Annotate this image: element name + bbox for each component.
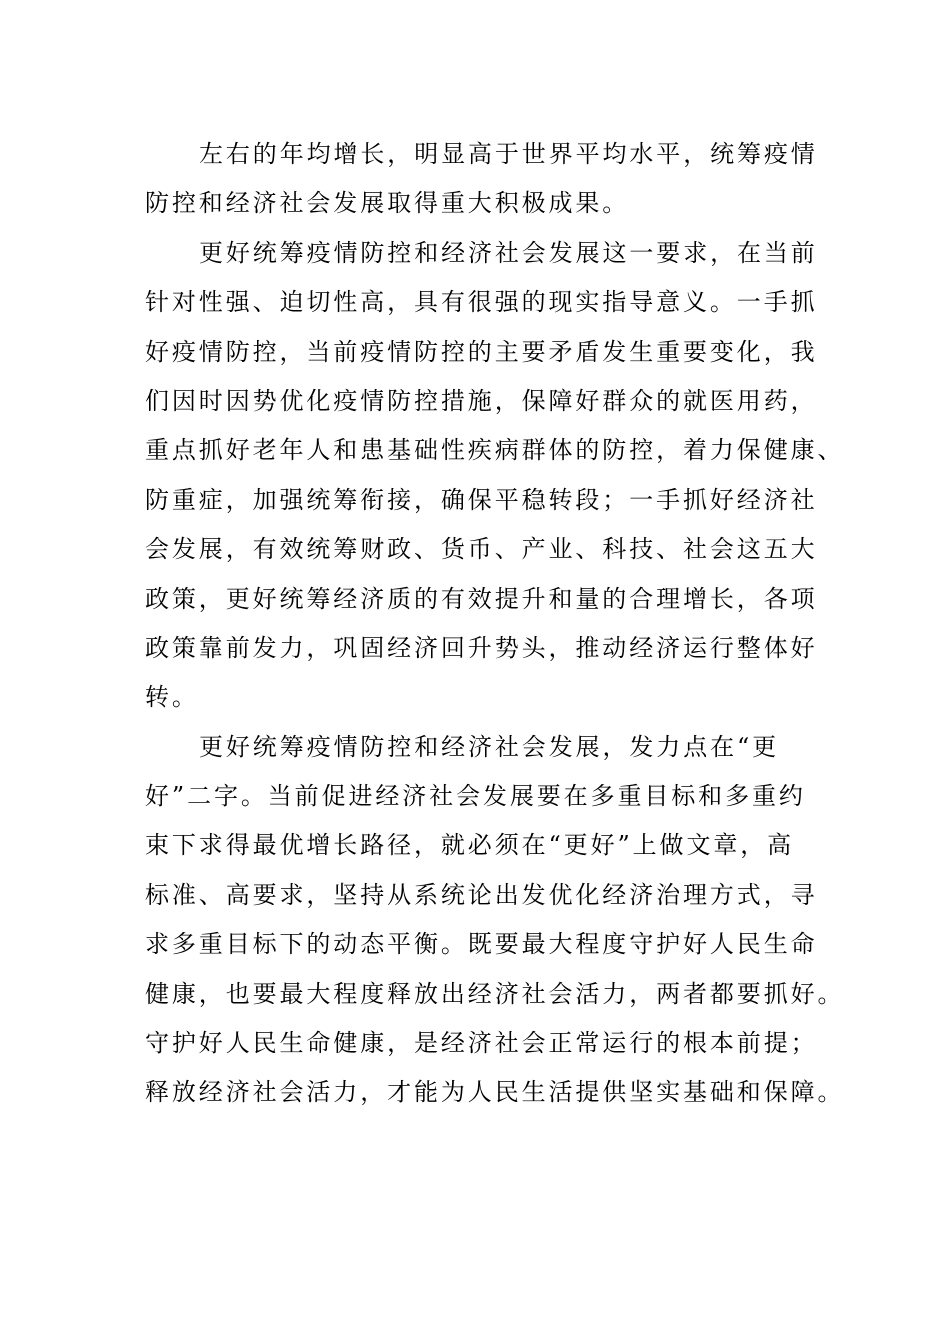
text-line-9: 会发展，有效统筹财政、货币、产业、科技、社会这五大 bbox=[145, 535, 818, 564]
document-body bbox=[145, 130, 845, 1118]
text-line-4: 针对性强、迫切性高，具有很强的现实指导意义。一手抓 bbox=[145, 288, 818, 317]
text-line-3: 更好统筹疫情防控和经济社会发展这一要求，在当前 bbox=[199, 238, 818, 267]
text-line-10: 政策，更好统筹经济质的有效提升和量的合理增长，各项 bbox=[145, 584, 818, 613]
text-line-16: 标准、高要求，坚持从系统论出发优化经济治理方式，寻 bbox=[145, 880, 818, 909]
text-line-5: 好疫情防控，当前疫情防控的主要矛盾发生重要变化，我 bbox=[145, 337, 818, 366]
text-line-7: 重点抓好老年人和患基础性疾病群体的防控，着力保健康、 bbox=[145, 436, 845, 465]
text-line-11: 政策靠前发力，巩固经济回升势头，推动经济运行整体好 bbox=[145, 633, 818, 662]
text-line-13: 更好统筹疫情防控和经济社会发展，发力点在“更 bbox=[199, 732, 780, 761]
text-line-14: 好”二字。当前促进经济社会发展要在多重目标和多重约 bbox=[145, 782, 806, 811]
text-line-18: 健康，也要最大程度释放出经济社会活力，两者都要抓好。 bbox=[145, 979, 845, 1008]
text-line-19: 守护好人民生命健康，是经济社会正常运行的根本前提； bbox=[145, 1029, 818, 1058]
text-line-8: 防重症，加强统筹衔接，确保平稳转段；一手抓好经济社 bbox=[145, 485, 818, 514]
text-line-1: 左右的年均增长，明显高于世界平均水平，统筹疫情 bbox=[199, 140, 818, 168]
text-line-15: 束下求得最优增长路径，就必须在“更好”上做文章，高 bbox=[145, 831, 795, 860]
text-line-17: 求多重目标下的动态平衡。既要最大程度守护好人民生命 bbox=[145, 930, 818, 959]
text-line-2: 防控和经济社会发展取得重大积极成果。 bbox=[145, 189, 630, 218]
text-line-6: 们因时因势优化疫情防控措施，保障好群众的就医用药， bbox=[145, 386, 818, 415]
text-line-20: 释放经济社会活力，才能为人民生活提供坚实基础和保障。 bbox=[145, 1078, 845, 1107]
text-line-12: 转。 bbox=[145, 683, 199, 712]
